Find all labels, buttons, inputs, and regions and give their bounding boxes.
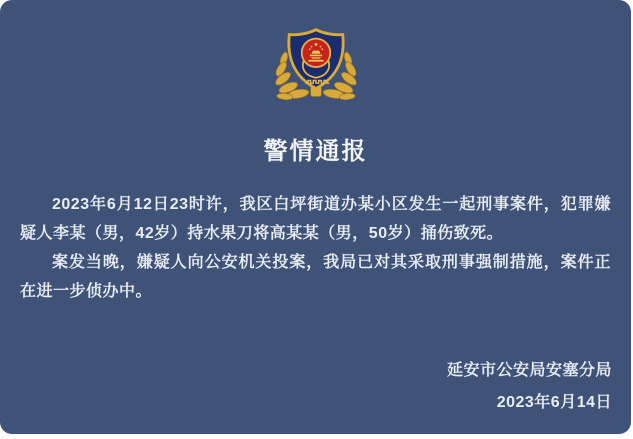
issuer-name: 延安市公安局安塞分局 [446, 362, 612, 379]
issue-date: 2023年6月14日 [496, 394, 612, 411]
signature-block [447, 355, 612, 419]
notice-paragraph: 2023年6月12日23时许，我区白坪街道办某小区发生一起刑事案件，犯罪嫌疑人李某（男，42岁）持水果刀将高某某（男，50岁）捅伤致死。 [20, 196, 611, 242]
emblem-container [0, 0, 631, 114]
notice-title: 警情通报 [263, 138, 368, 165]
china-police-badge-icon [271, 27, 361, 114]
notice-body [20, 190, 611, 306]
notice-paragraph: 案发当晚，嫌疑人向公安机关投案，我局已对其采取刑事强制措施，案件正在进一步侦办中。 [20, 254, 611, 300]
